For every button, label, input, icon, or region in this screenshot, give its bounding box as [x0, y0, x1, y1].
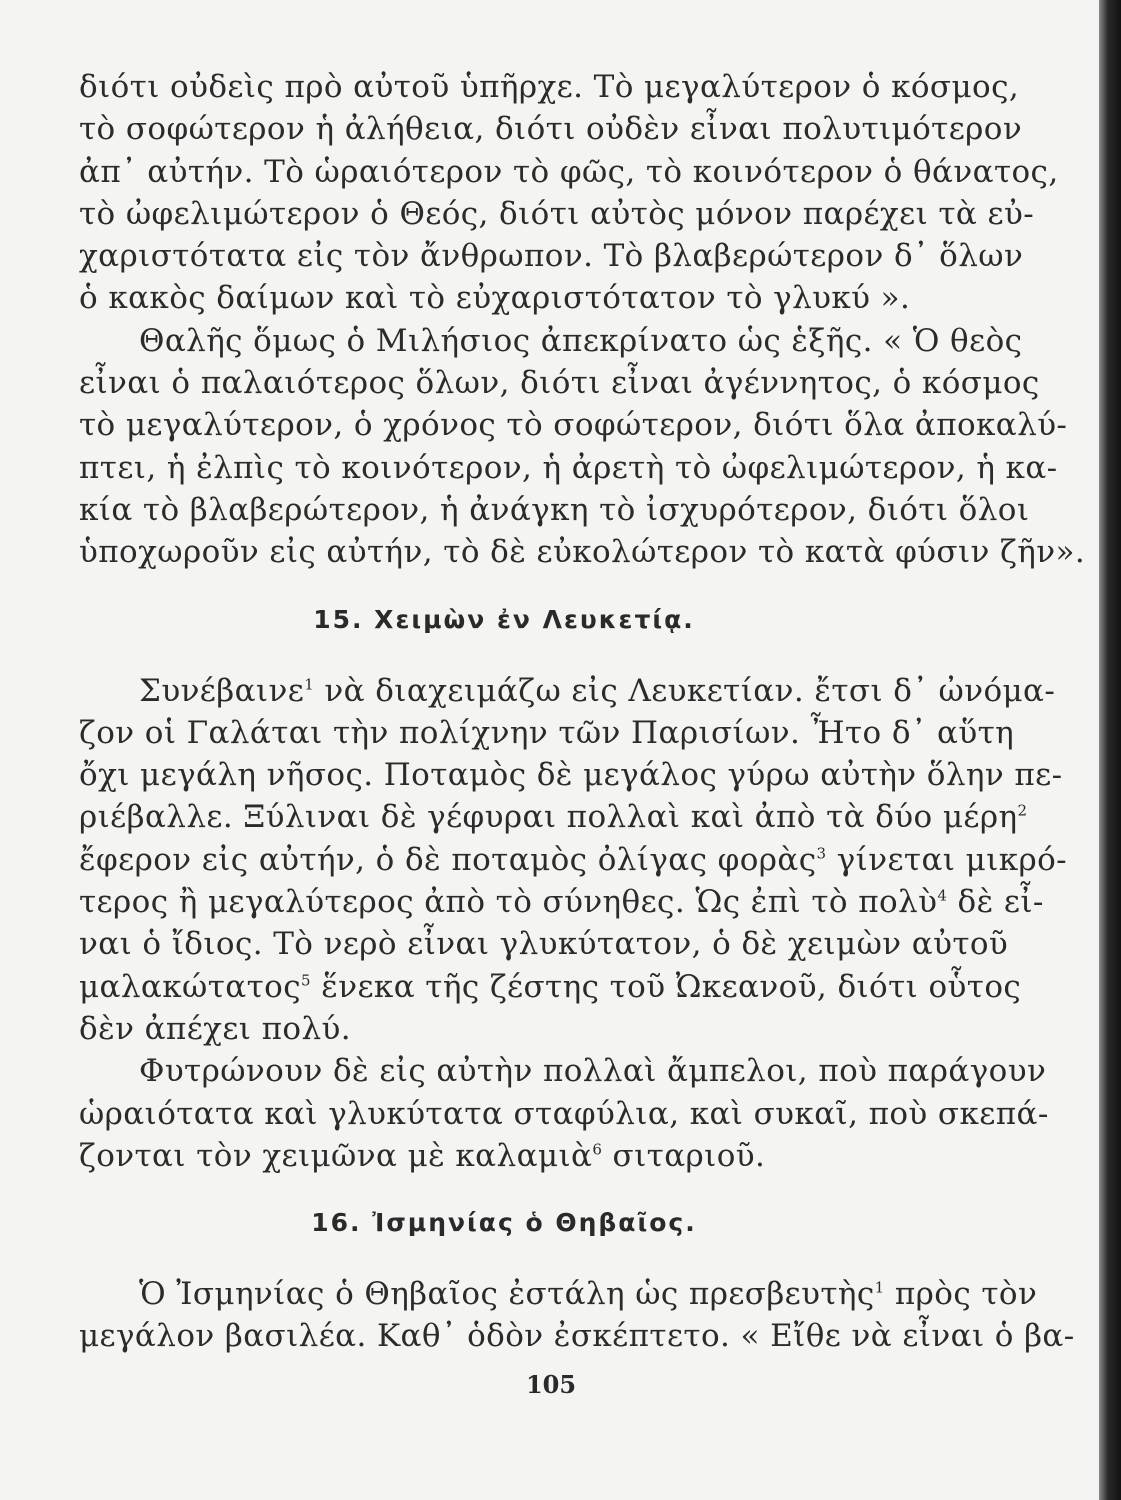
text-line: μαλακώτατος$^5$ ἕνεκα τῆς ζέστης τοῦ Ὠκεανοῦ, διότι οὗτος [79, 968, 1022, 1005]
text-line: ζον οἱ Γαλάται τὴν πολίχνην τῶν Παρισίων. Ἦτο δ᾽ αὕτη [79, 714, 1015, 751]
footnote-mark: 3 [816, 844, 827, 863]
section-heading-15: 15. Χειμὼν ἐν Λευκετίᾳ. [313, 604, 695, 634]
footnote-mark: 1 [304, 675, 315, 694]
book-binding-edge [1099, 0, 1121, 1500]
text-line: χαριστότατα εἰς τὸν ἄνθρωπον. Τὸ βλαβερώτερον δ᾽ ὅλων [79, 238, 1024, 275]
text-line: ὡραιότατα καὶ γλυκύτατα σταφύλια, καὶ συκαῖ, ποὺ σκεπά- [79, 1095, 1049, 1132]
text-line: τὸ σοφώτερον ἡ ἀλήθεια, διότι οὐδὲν εἶναι πολυτιμότερον [79, 111, 1023, 148]
text-line: Συνέβαινε$^1$ νὰ διαχειμάζω εἰς Λευκετίαν. ἔτσι δ᾽ ὠνόμα- [139, 672, 1056, 709]
text-line: τὸ μεγαλύτερον, ὁ χρόνος τὸ σοφώτερον, διότι ὅλα ἀποκαλύ- [79, 407, 1068, 444]
text-line: ριέβαλλε. Ξύλιναι δὲ γέφυραι πολλαὶ καὶ ἀπὸ τὰ δύο μέρη$^2$ [79, 799, 1028, 836]
text-line: Θαλῆς ὅμως ὁ Μιλήσιος ἀπεκρίνατο ὡς ἑξῆς. « Ὁ θεὸς [139, 322, 1023, 359]
footnote-mark: 5 [300, 971, 311, 990]
footnote-mark: 2 [1017, 802, 1028, 821]
text-line: Φυτρώνουν δὲ εἰς αὐτὴν πολλαὶ ἄμπελοι, ποὺ παράγουν [139, 1053, 1047, 1090]
text-line: ὄχι μεγάλη νῆσος. Ποταμὸς δὲ μεγάλος γύρω αὐτὴν ὅλην πε- [79, 757, 1063, 794]
text-line: τὸ ὠφελιμώτερον ὁ Θεός, διότι αὐτὸς μόνον παρέχει τὰ εὐ- [79, 195, 1035, 232]
text-line: κία τὸ βλαβερώτερον, ἡ ἀνάγκη τὸ ἰσχυρότερον, διότι ὅλοι [79, 491, 1030, 528]
page-number: 105 [525, 1370, 577, 1399]
text-line: τερος ἢ μεγαλύτερος ἀπὸ τὸ σύνηθες. Ὡς ἐπὶ τὸ πολὺ$^4$ δὲ εἶ- [79, 884, 1044, 921]
footnote-mark: 6 [592, 1140, 603, 1159]
text-line: ζονται τὸν χειμῶνα μὲ καλαμιὰ$^6$ σιταριοῦ. [79, 1137, 766, 1174]
text-line: ἔφερον εἰς αὐτήν, ὁ δὲ ποταμὸς ὀλίγας φορὰς$^3$ γίνεται μικρό- [79, 841, 1068, 878]
text-line: ὁ κακὸς δαίμων καὶ τὸ εὐχαριστότατον τὸ γλυκύ ». [79, 280, 911, 317]
text-line: διότι οὐδεὶς πρὸ αὐτοῦ ὑπῆρχε. Τὸ μεγαλύτερον ὁ κόσμος, [79, 69, 1020, 105]
text-line: ἀπ᾽ αὐτήν. Τὸ ὡραιότερον τὸ φῶς, τὸ κοινότερον ὁ θάνατος, [79, 153, 1059, 190]
text-line: ναι ὁ ἴδιος. Τὸ νερὸ εἶναι γλυκύτατον, ὁ δὲ χειμὼν αὐτοῦ [79, 926, 1009, 963]
text-line: εἶναι ὁ παλαιότερος ὅλων, διότι εἶναι ἀγέννητος, ὁ κόσμος [79, 365, 1040, 402]
text-line: δὲν ἀπέχει πολύ. [79, 1010, 352, 1047]
page-body [79, 66, 1086, 1358]
text-line: πτει, ἡ ἐλπὶς τὸ κοινότερον, ἡ ἀρετὴ τὸ ὠφελιμώτερον, ἡ κα- [79, 449, 1058, 486]
text-line: ὑποχωροῦν εἰς αὐτήν, τὸ δὲ εὐκολώτερον τὸ κατὰ φύσιν ζῆν». [79, 534, 1086, 571]
section-heading-16: 16. Ἰσμηνίας ὁ Θηβαῖος. [311, 1208, 697, 1238]
footnote-mark: 4 [937, 886, 948, 905]
text-line: Ὁ Ἰσμηνίας ὁ Θηβαῖος ἐστάλη ὡς πρεσβευτὴς$^1$ πρὸς τὸν [139, 1276, 1038, 1313]
footnote-mark: 1 [874, 1278, 885, 1297]
text-line: μεγάλον βασιλέα. Καθ᾽ ὁδὸν ἐσκέπτετο. « Εἴθε νὰ εἶναι ὁ βα- [79, 1318, 1075, 1355]
